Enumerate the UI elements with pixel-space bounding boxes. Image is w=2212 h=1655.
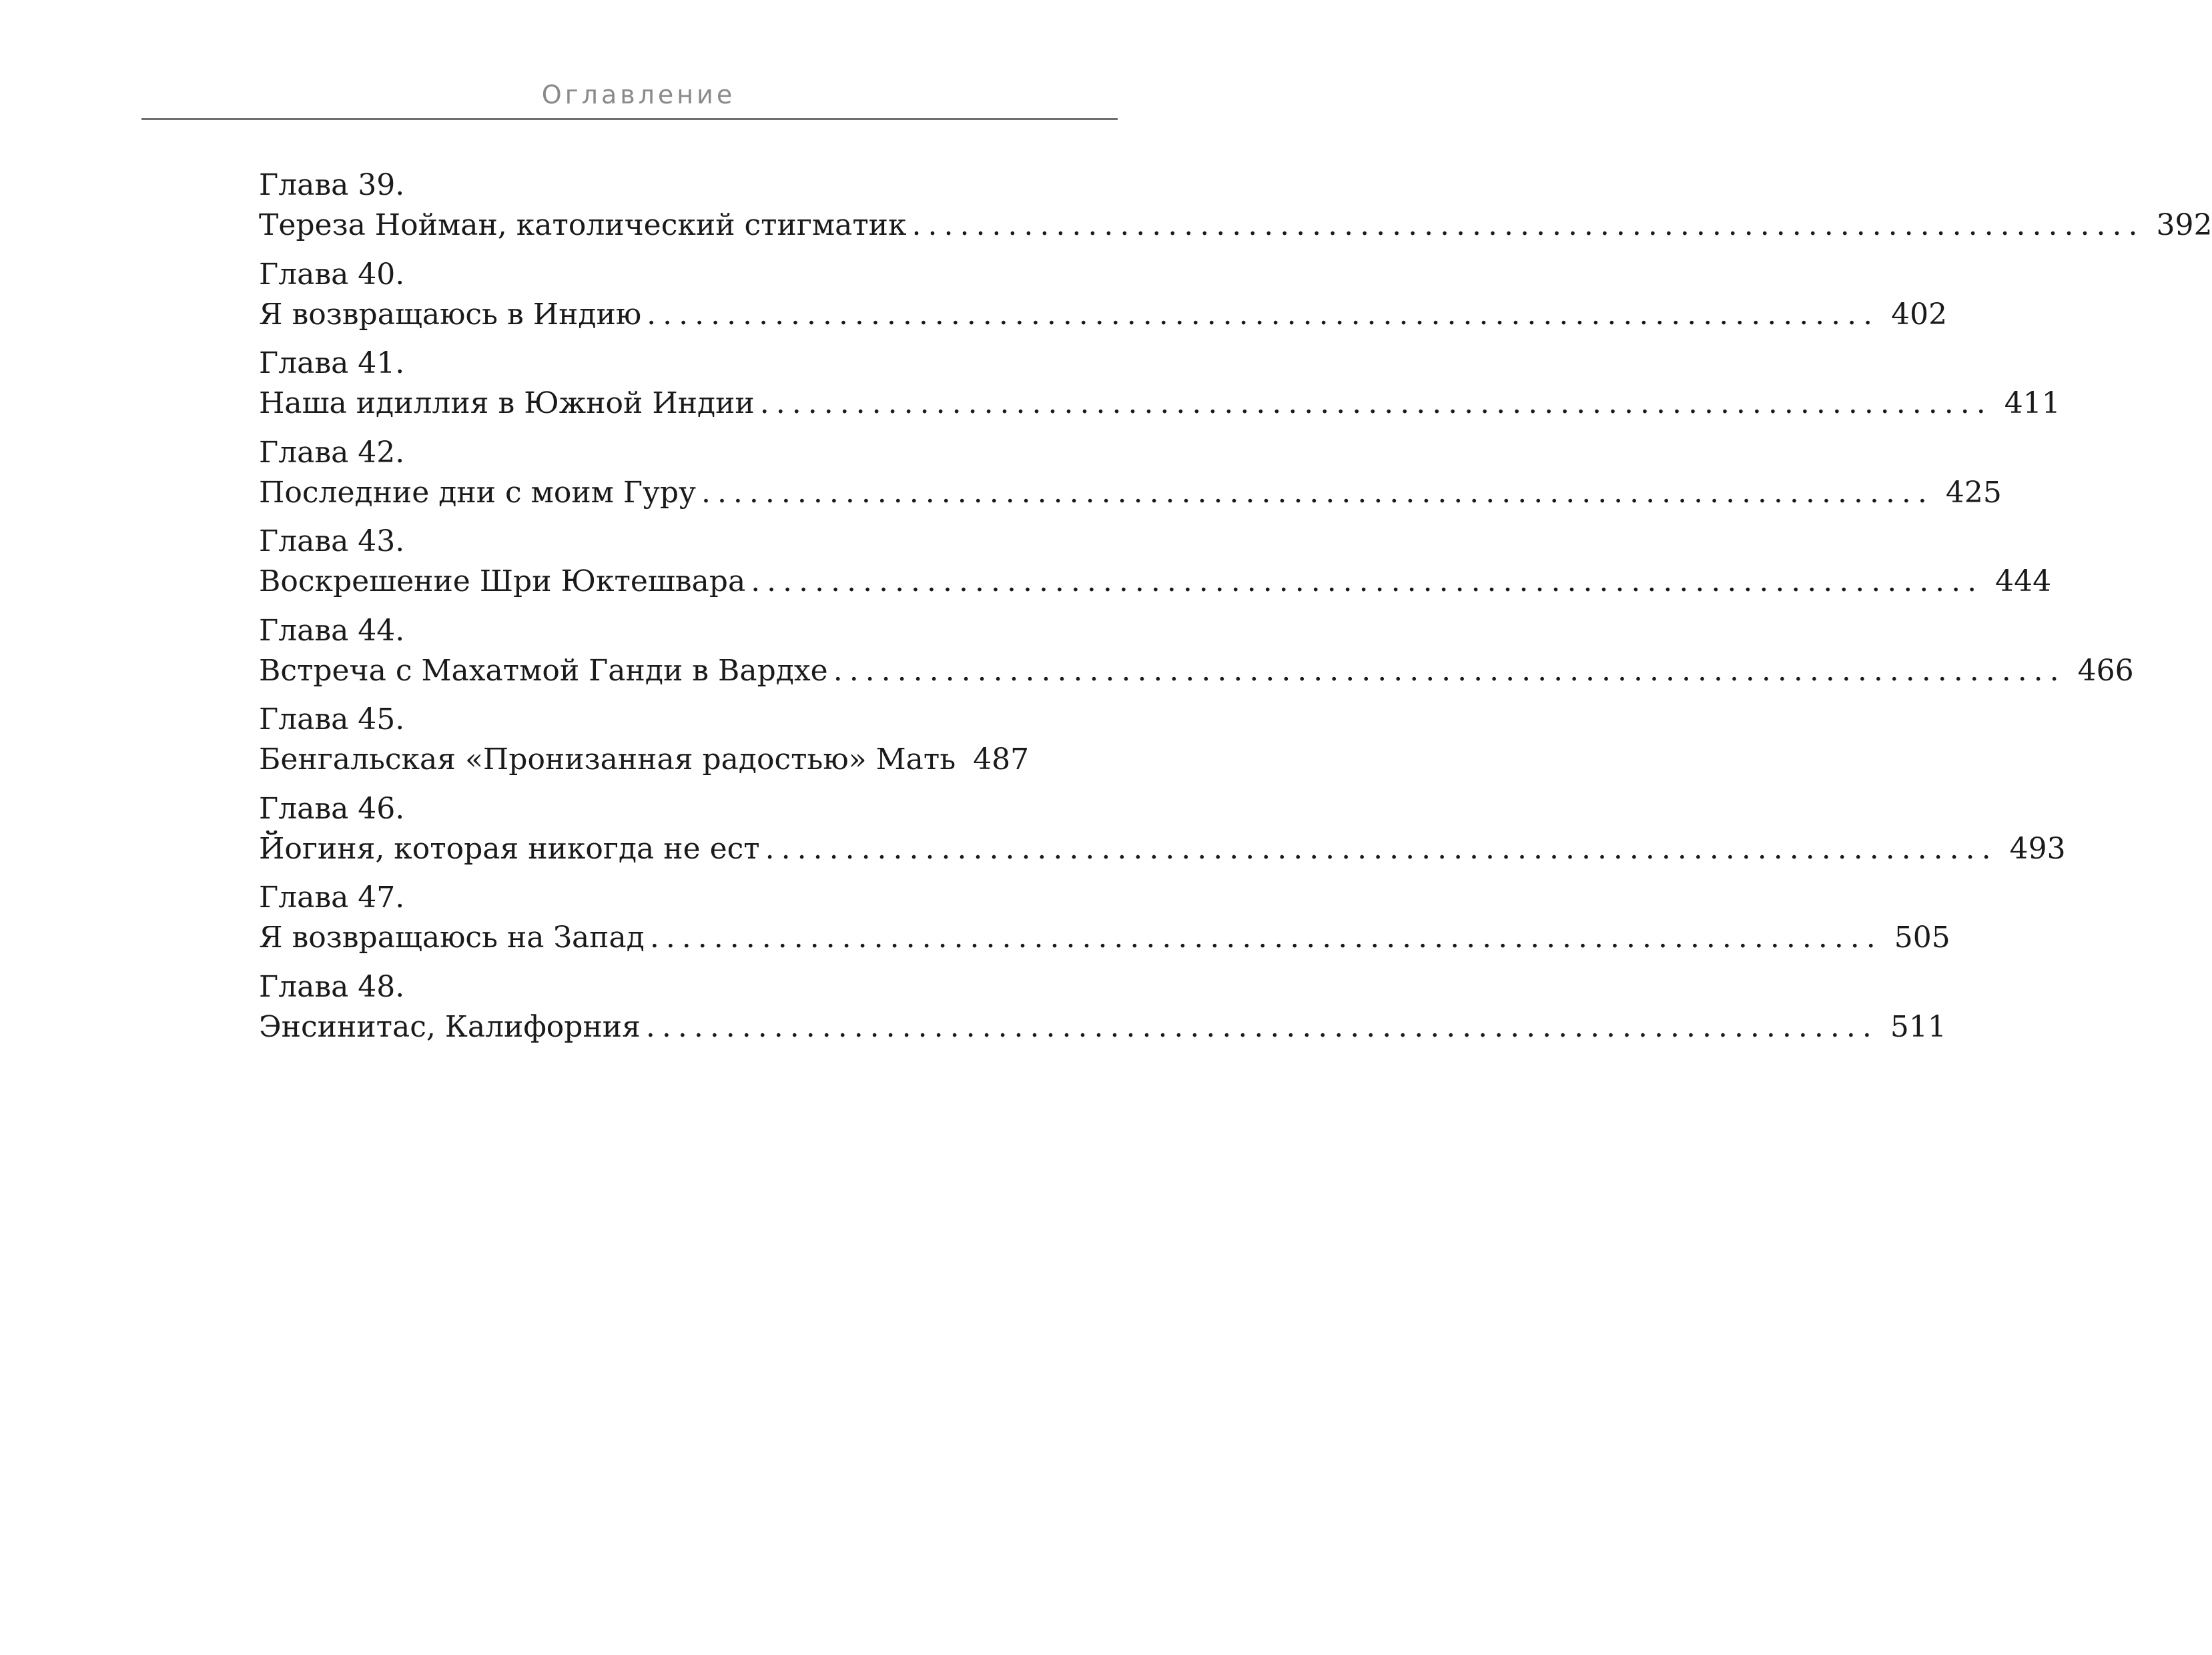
chapter-title: Энсинитас, Калифорния (259, 1009, 641, 1044)
page-number: 444 (1995, 564, 2052, 598)
dot-leader: ............................................................................. (649, 921, 1882, 955)
dot-leader: ............................................................................. (911, 208, 2145, 242)
toc-entry[interactable] (259, 789, 2066, 879)
page-number: 487 (973, 742, 1030, 776)
dot-leader: ............................................................................. (701, 475, 1934, 510)
toc-entry[interactable] (259, 255, 1948, 344)
page-number: 411 (2004, 386, 2061, 420)
dot-leader: ............................................................................. (765, 831, 1998, 866)
chapter-title: Бенгальская «Пронизанная радостью» Мать (259, 742, 956, 776)
chapter-number: Глава 41. (259, 346, 405, 380)
page-number: 466 (2077, 653, 2134, 688)
chapter-title: Воскрешение Шри Юктешвара (259, 564, 746, 598)
page-number: 392 (2156, 208, 2212, 242)
page-number: 505 (1894, 921, 1950, 955)
dot-leader: ............................................................................. (751, 564, 1984, 598)
chapter-number: Глава 42. (259, 435, 405, 470)
chapter-number: Глава 46. (259, 791, 405, 826)
chapter-title-line (259, 1007, 1946, 1047)
chapter-title: Я возвращаюсь на Запад (259, 921, 645, 955)
chapter-title-line (259, 651, 2134, 691)
dot-leader: ............................................................................. (833, 653, 2066, 688)
running-head: Оглавление (541, 80, 736, 109)
chapter-title-line (259, 205, 2212, 245)
chapter-number: Глава 44. (259, 613, 405, 648)
toc-entry[interactable] (259, 967, 1946, 1057)
page-number: 493 (2009, 831, 2066, 866)
dot-leader: ............................................................................. (647, 297, 1880, 332)
page-number: 425 (1945, 475, 2002, 510)
chapter-number: Глава 47. (259, 881, 405, 915)
toc-entry[interactable] (259, 344, 2061, 433)
toc-entry[interactable] (259, 611, 2134, 700)
page-number: 511 (1890, 1009, 1946, 1044)
page-number: 402 (1891, 297, 1948, 332)
toc-entry[interactable] (259, 522, 2052, 611)
chapter-title-line (259, 295, 1948, 335)
toc-entry[interactable] (259, 878, 1950, 967)
chapter-title: Я возвращаюсь в Индию (259, 297, 642, 332)
chapter-title: Тереза Нойман, католический стигматик (259, 208, 907, 242)
chapter-title-line (259, 562, 2052, 602)
chapter-number: Глава 45. (259, 702, 405, 736)
chapter-number: Глава 40. (259, 257, 405, 292)
chapter-title-line (259, 740, 1030, 780)
toc-entry[interactable] (259, 700, 1030, 789)
chapter-title-line (259, 473, 2002, 513)
chapter-title: Йогиня, которая никогда не ест (259, 831, 760, 866)
chapter-title: Встреча с Махатмой Ганди в Вардхе (259, 653, 828, 688)
dot-leader: ............................................................................. (645, 1009, 1878, 1044)
chapter-title-line (259, 829, 2066, 869)
chapter-title-line (259, 384, 2061, 424)
chapter-title: Наша идиллия в Южной Индии (259, 386, 755, 420)
toc-entry[interactable] (259, 433, 2002, 522)
chapter-number: Глава 43. (259, 524, 405, 558)
toc-entry[interactable] (259, 165, 2212, 255)
chapter-title: Последние дни с моим Гуру (259, 475, 696, 510)
header-rule (141, 118, 1118, 120)
dot-leader: ............................................................................. (759, 386, 1992, 420)
chapter-title-line (259, 918, 1950, 958)
chapter-number: Глава 48. (259, 969, 405, 1004)
table-of-contents (259, 165, 2212, 1056)
chapter-number: Глава 39. (259, 168, 405, 202)
